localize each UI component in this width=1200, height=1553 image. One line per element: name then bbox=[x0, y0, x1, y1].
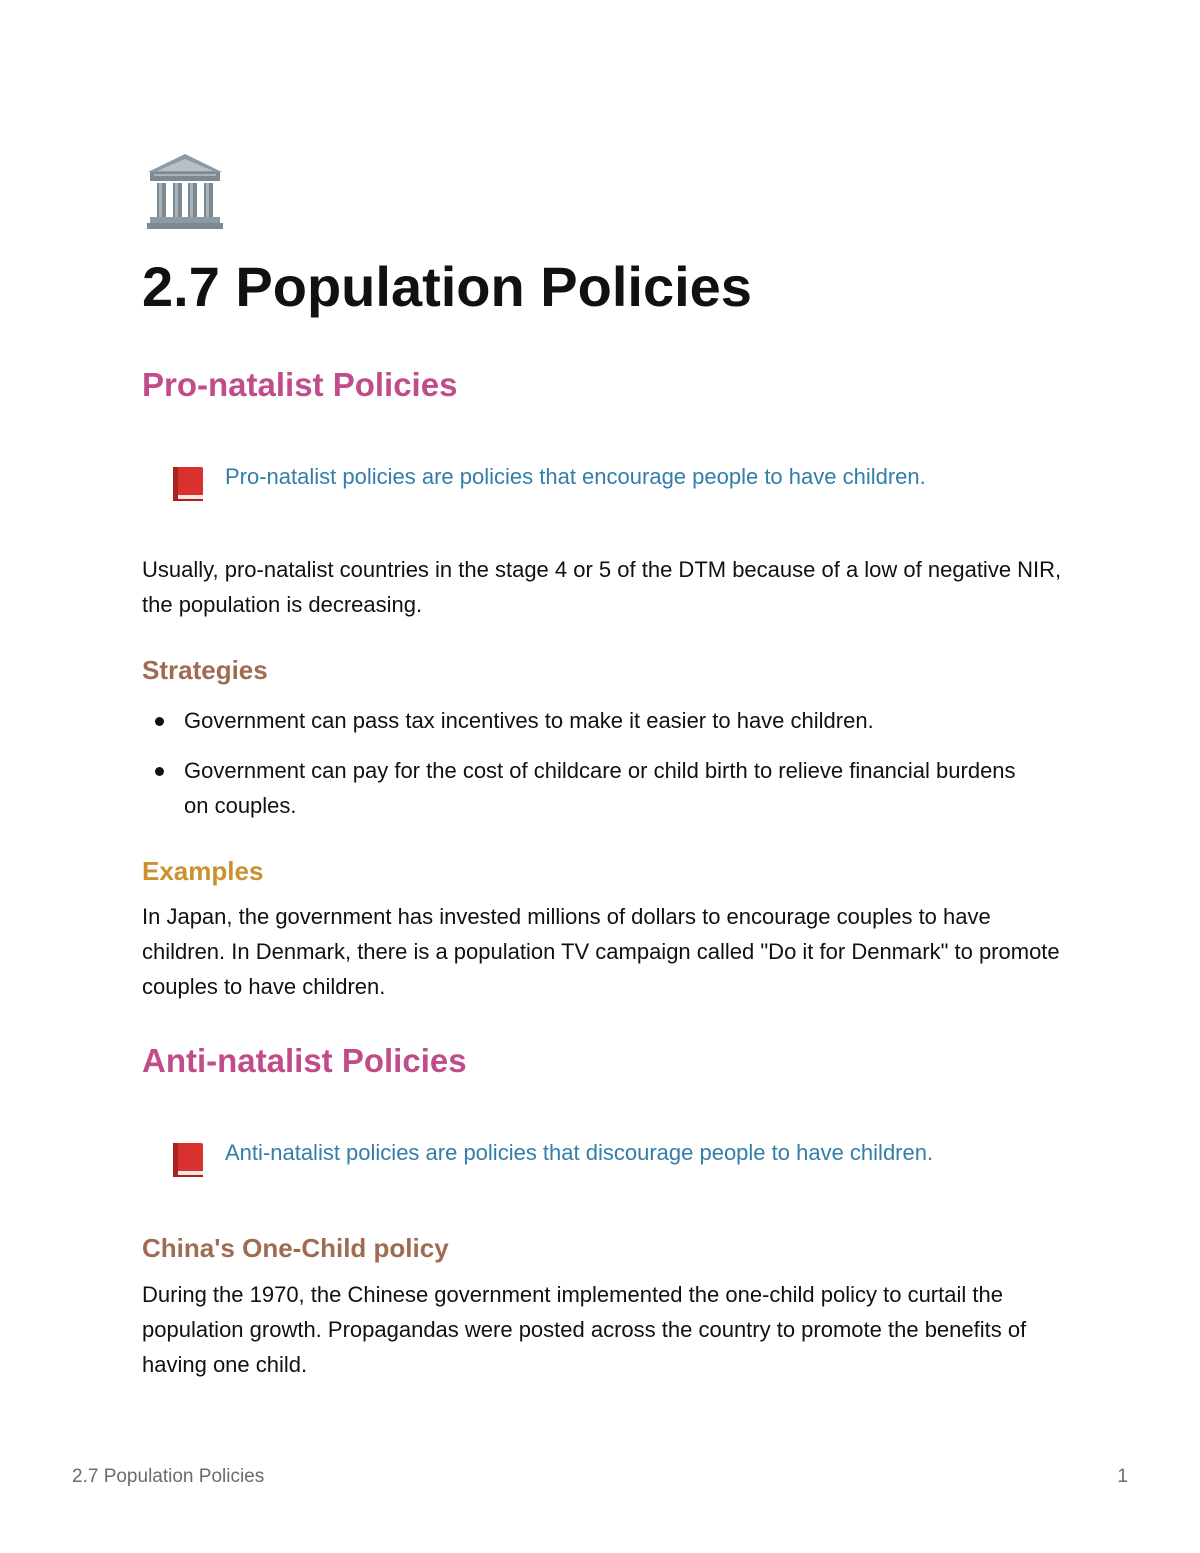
anti-natalist-definition: Anti-natalist policies are policies that discourage people to have children. bbox=[225, 1140, 934, 1165]
footer-title: 2.7 Population Policies bbox=[72, 1466, 265, 1487]
strategies-list bbox=[142, 703, 1042, 838]
list-item bbox=[142, 753, 1042, 823]
pro-natalist-heading: Pro-natalist Policies bbox=[142, 366, 458, 403]
china-policy-text: During the 1970, the Chinese government implemented the one-child policy to curtail the population growth. Propagandas were posted across the country to promote the benefits of having one child. bbox=[142, 1282, 1027, 1377]
strategies-heading: Strategies bbox=[142, 655, 268, 685]
red-book-icon bbox=[170, 1141, 206, 1179]
list-item-text: Government can pay for the cost of childcare or child birth to relieve financial burdens on couples. bbox=[184, 758, 1016, 818]
red-book-icon bbox=[170, 465, 206, 503]
pro-natalist-definition: Pro-natalist policies are policies that encourage people to have children. bbox=[225, 464, 926, 489]
pro-natalist-intro: Usually, pro-natalist countries in the stage 4 or 5 of the DTM because of a low of negative NIR, the population is decreasing. bbox=[142, 557, 1062, 617]
page-number: 1 bbox=[1117, 1466, 1128, 1487]
bullet-icon bbox=[155, 717, 164, 726]
list-item bbox=[142, 703, 1042, 738]
pro-natalist-callout bbox=[170, 461, 1070, 505]
examples-heading: Examples bbox=[142, 856, 264, 886]
classical-building-icon bbox=[144, 150, 226, 232]
page-title: 2.7 Population Policies bbox=[142, 255, 752, 318]
examples-text: In Japan, the government has invested millions of dollars to encourage couples to have children. In Denmark, there is a population TV campaign called "Do it for Denmark" to promote couples to have children. bbox=[142, 904, 1060, 999]
anti-natalist-callout bbox=[170, 1137, 1070, 1181]
list-item-text: Government can pass tax incentives to make it easier to have children. bbox=[184, 708, 874, 733]
anti-natalist-heading: Anti-natalist Policies bbox=[142, 1042, 467, 1079]
bullet-icon bbox=[155, 767, 164, 776]
china-policy-heading: China's One-Child policy bbox=[142, 1233, 449, 1263]
